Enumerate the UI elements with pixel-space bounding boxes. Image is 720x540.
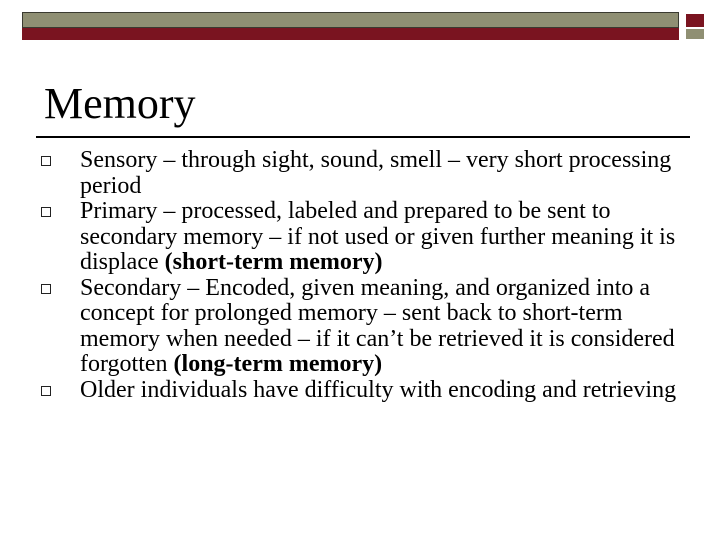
corner-square-bottom bbox=[686, 29, 704, 39]
square-bullet-icon bbox=[41, 386, 51, 396]
header-bar-bottom bbox=[22, 28, 679, 40]
bullet-list bbox=[36, 148, 696, 403]
bullet-text: Primary – processed, labeled and prepared to be sent to secondary memory – if not used or given further meaning it is displace (short-term memory) bbox=[80, 198, 676, 275]
bullet-item bbox=[36, 276, 696, 378]
corner-square-top bbox=[686, 14, 704, 27]
bullet-item bbox=[36, 199, 696, 276]
bullet-text: Sensory – through sight, sound, smell – very short processing period bbox=[80, 147, 672, 199]
square-bullet-icon bbox=[41, 284, 51, 294]
bullet-text: Older individuals have difficulty with encoding and retrieving bbox=[80, 376, 677, 403]
square-bullet-icon bbox=[41, 207, 51, 217]
header-bar-top bbox=[22, 12, 679, 28]
bullet-text: Secondary – Encoded, given meaning, and organized into a concept for prolonged memory – sent back to short-term memory when needed – if it can’t be retrieved it is considered forgotten (long-term memory) bbox=[80, 274, 675, 377]
square-bullet-icon bbox=[41, 156, 51, 166]
title-divider bbox=[36, 136, 690, 138]
slide-title: Memory bbox=[44, 79, 196, 128]
bullet-item bbox=[36, 148, 696, 199]
bullet-item bbox=[36, 378, 696, 404]
